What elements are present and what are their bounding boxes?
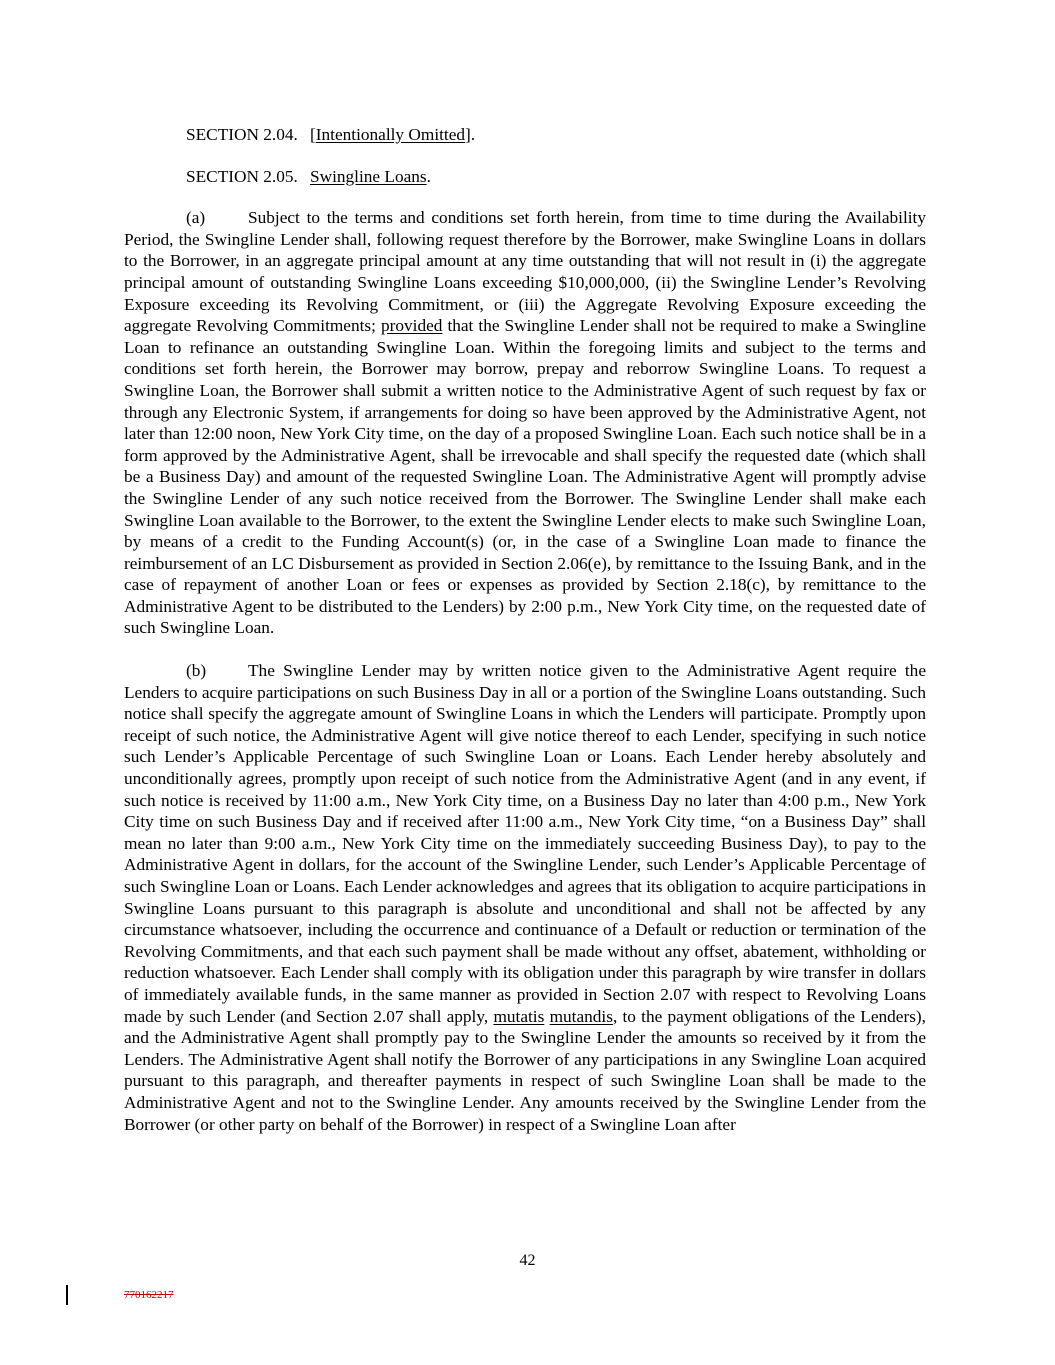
section-2-05-heading [124,166,926,188]
paragraph-a [124,207,926,639]
section-2-04-heading [124,124,926,146]
section-2-04-bracket-close: ]. [465,125,476,144]
paragraph-b-marker: (b) [186,661,207,681]
paragraph-a-marker: (a) [186,208,206,228]
provided-term: provided [380,316,443,336]
paragraph-a-text-1: Subject to the terms and conditions set forth herein, from time to time during the Availability Period, the Swingline Lender shall, following request therefore by the Borrower, make Swingline Loans in dollars to the Borrower, in an aggregate principal amount at any time outstanding that will not result in (i) the aggregate principal amount of outstanding Swingline Loans exceeding $10,000,000, (ii) the Swingline Lender’s Revolving Exposure exceeding its Revolving Commitment, or (iii) the Aggregate Revolving Exposure exceeding the aggregate Revolving Commitments; [124,208,926,336]
paragraph-b [124,660,926,1135]
paragraph-b-text-2: , to the payment obligations of the Lenders), and the Administrative Agent shall promptly pay to the Swingline Lender the amounts so received by it from the Lenders. The Administrative Agent shall notify the Borrower of any participations in any Swingline Loan acquired pursuant to this paragraph, and thereafter payments in respect of such Swingline Loan shall be made to the Administrative Agent and not to the Swingline Lender. Any amounts received by the Swingline Lender from the Borrower (or other party on behalf of the Borrower) in respect of a Swingline Loan after [124,1006,926,1134]
section-2-05-period: . [426,166,431,186]
paragraph-b-text-1: The Swingline Lender may by written notice given to the Administrative Agent require the Lenders to acquire participations on such Business Day in all or a portion of the Swingline Loans outstanding. Such notice shall specify the aggregate amount of Swingline Loans in which the Lenders will participate. Promptly upon receipt of such notice, the Administrative Agent will give notice thereof to each Lender, specifying in such notice such Lender’s Applicable Percentage of such Swingline Loan or Loans. Each Lender hereby absolutely and unconditionally agrees, promptly upon receipt of such notice from the Administrative Agent (and in any event, if such notice is received by 11:00 a.m., New York City time, on a Business Day no later than 4:00 p.m., New York City time on such Business Day and if received after 11:00 a.m., New York City time, “on a Business Day” shall mean no later than 9:00 a.m., New York City time on the immediately succeeding Business Day), to pay to the Administrative Agent in dollars, for the account of the Swingline Lender, such Lender’s Applicable Percentage of such Swingline Loan or Loans. Each Lender acknowledges and agrees that its obligation to acquire participations in Swingline Loans pursuant to this paragraph is absolute and unconditional and shall not be affected by any circumstance whatsoever, including the occurrence and continuance of a Default or reduction or termination of the Revolving Commitments, and that each such payment shall be made without any offset, abatement, withholding or reduction whatsoever. Each Lender shall comply with its obligation under this paragraph by wire transfer in dollars of immediately available funds, in the same manner as provided in Section 2.07 with respect to Revolving Loans made by such Lender (and Section 2.07 shall apply, [124,661,926,1026]
document-page [124,124,926,1156]
section-2-04-number: SECTION 2.04. [186,125,298,144]
section-2-04-bracket-open: [ [310,125,316,144]
section-2-05-title: Swingline Loans [310,166,427,186]
paragraph-a-text-2: that the Swingline Lender shall not be required to make a Swingline Loan to refinance an outstanding Swingline Loan. Within the foregoing limits and subject to the terms and conditions set forth herein, the Borrower may borrow, prepay and reborrow Swingline Loans. To request a Swingline Loan, the Borrower shall submit a written notice to the Administrative Agent of such request by fax or through any Electronic System, if arrangements for doing so have been approved by the Administrative Agent, not later than 12:00 noon, New York City time, on the day of a proposed Swingline Loan. Each such notice shall be in a form approved by the Administrative Agent, shall be irrevocable and shall specify the requested date (which shall be a Business Day) and amount of the requested Swingline Loan. The Administrative Agent will promptly advise the Swingline Lender of any such notice received from the Borrower. The Swingline Lender shall make each Swingline Loan available to the Borrower, to the extent the Swingline Lender elects to make such Swingline Loan, by means of a credit to the Funding Account(s) (or, in the case of a Swingline Loan made to finance the reimbursement of an LC Disbursement as provided in Section 2.06(e), by remittance to the Issuing Bank, and in the case of repayment of another Loan or fees or expenses as provided by Section 2.18(c), by remittance to the Administrative Agent to be distributed to the Lenders) by 2:00 p.m., New York City time, on the requested date of such Swingline Loan. [124,316,927,638]
mutandis-term: mutandis [549,1006,613,1026]
change-bar [66,1285,68,1305]
section-2-04-title: Intentionally Omitted [315,125,466,144]
document-id: 770162217 [124,1289,174,1301]
page-number: 42 [519,1252,536,1269]
mutatis-term: mutatis [493,1006,545,1026]
section-2-05-number: SECTION 2.05. [186,166,298,186]
